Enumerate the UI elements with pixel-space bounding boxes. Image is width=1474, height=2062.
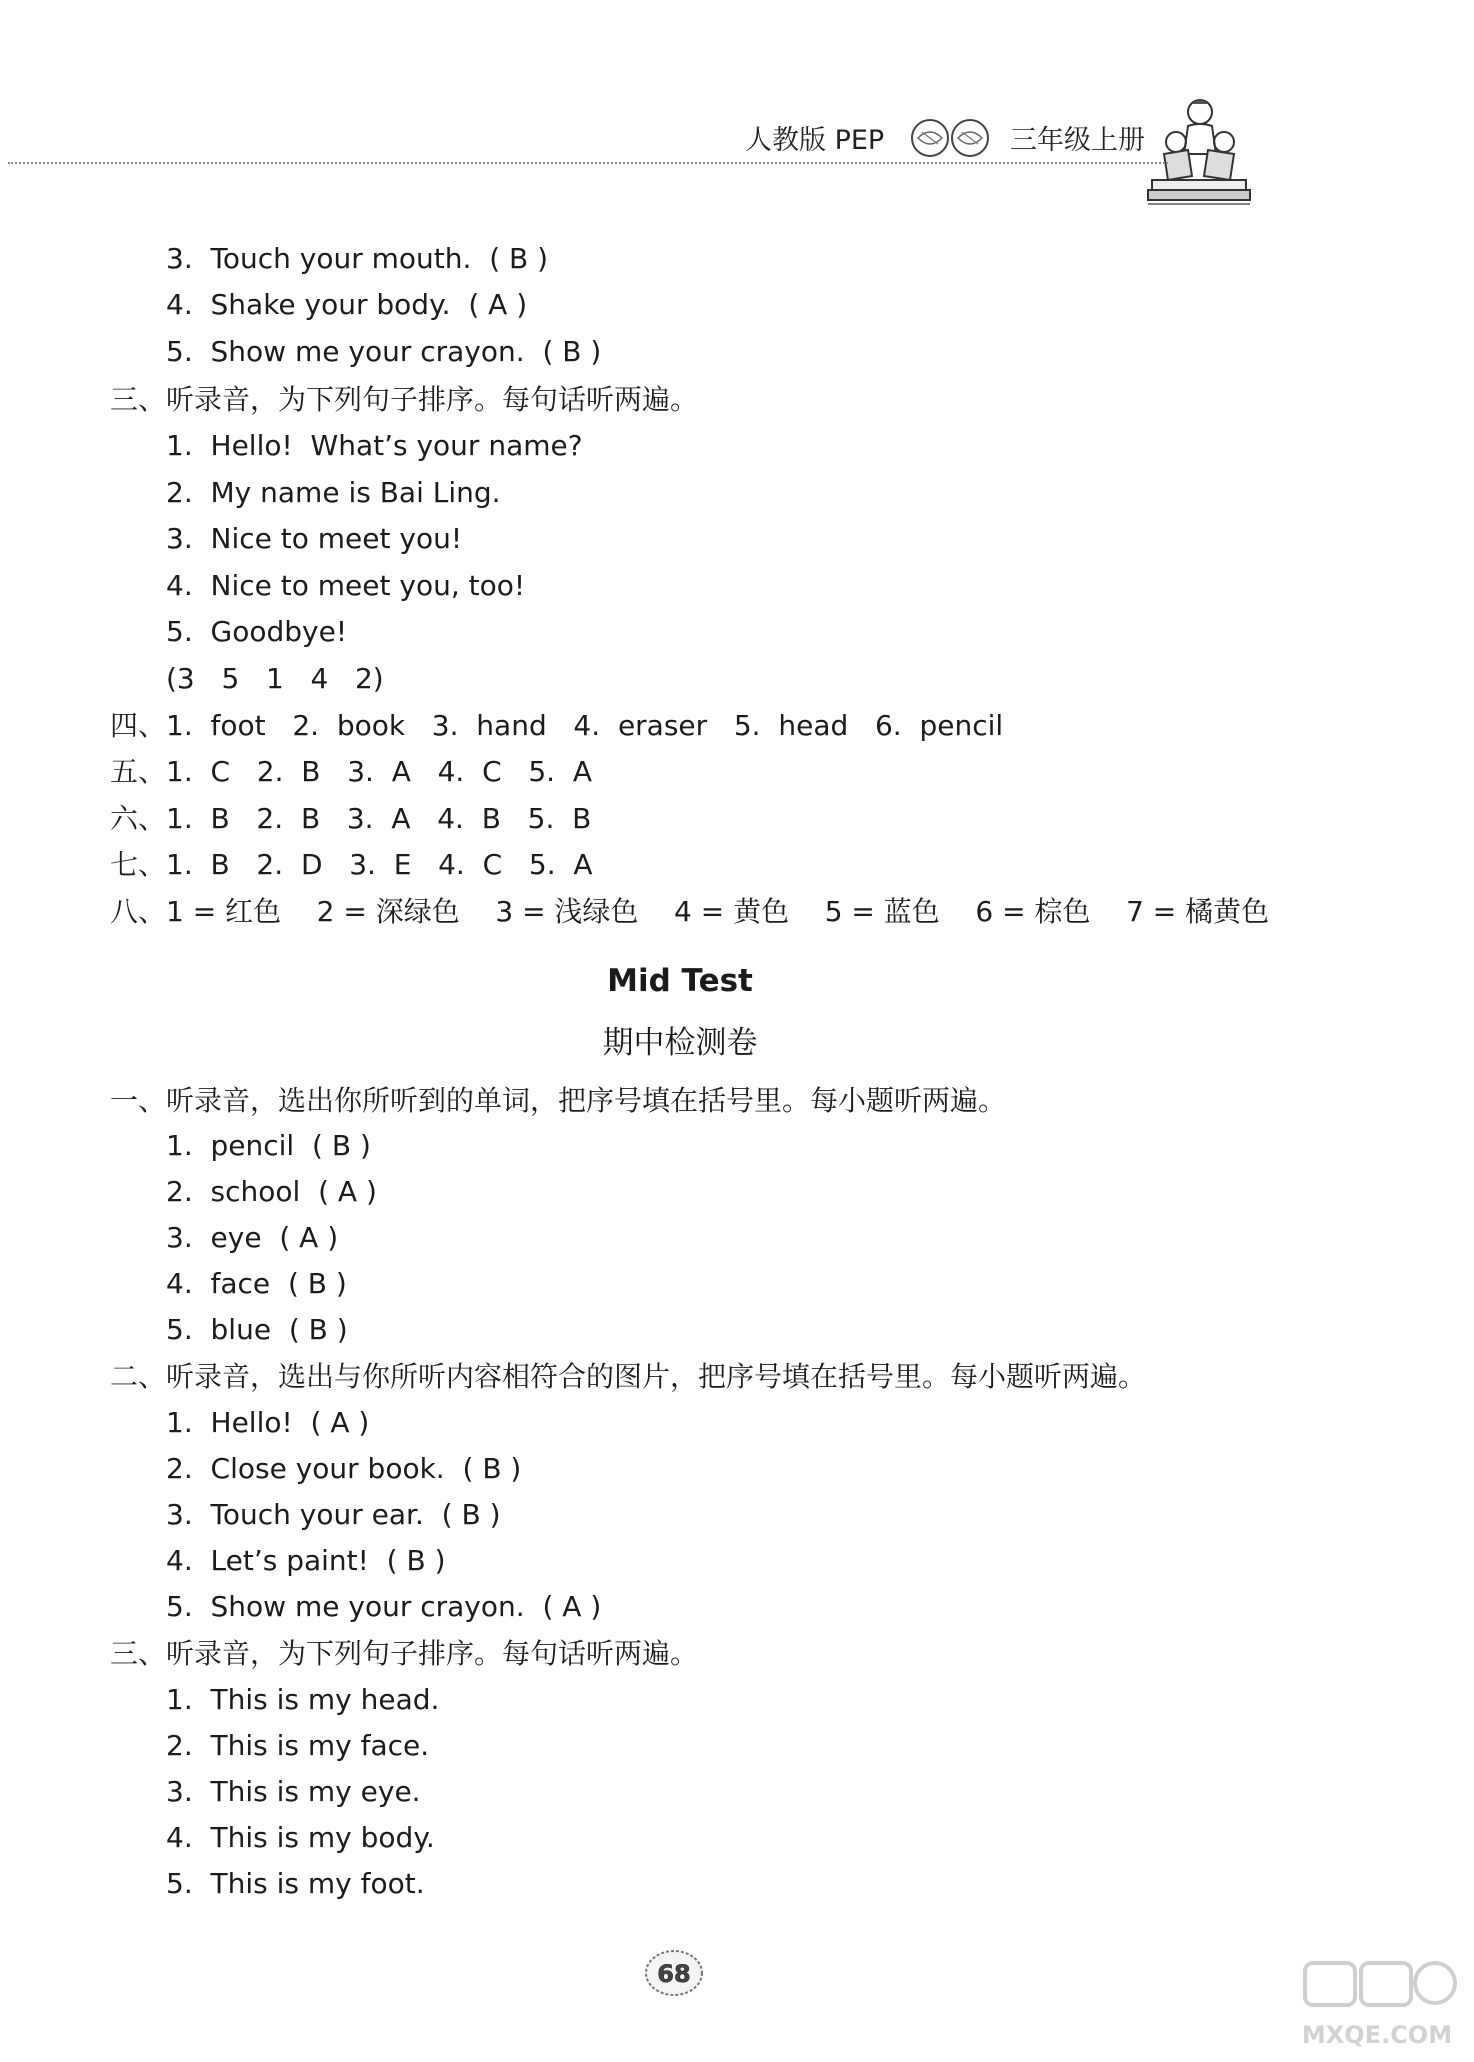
answer-line: 4. This is my body. [166,1821,435,1854]
answer-line: 1. Hello! ( A ) [166,1406,370,1439]
page-number-badge [643,1948,705,1998]
section-heading: 三、听录音，为下列句子排序。每句话听两遍。 [110,1637,699,1670]
answer-line: 3. Touch your mouth. ( B ) [166,242,549,275]
answer-line: 4. Shake your body. ( A ) [166,288,528,321]
page-number: 68 [657,1960,691,1988]
answer-line: 5. Goodbye! [166,615,348,648]
header-edition: 人教版 PEP [745,125,885,156]
section-heading: 一、听录音，选出你所听到的单词，把序号填在括号里。每小题听两遍。 [110,1084,1007,1117]
answer-line: 4. Nice to meet you, too! [166,569,526,602]
answer-line: 5. Show me your crayon. ( B ) [166,335,602,368]
answer-line: 3. eye ( A ) [166,1221,339,1254]
answer-line: 5. Show me your crayon. ( A ) [166,1590,602,1623]
section-answers: 五、1. C 2. B 3. A 4. C 5. A [110,755,593,788]
section-answers: 八、1 = 红色 2 = 深绿色 3 = 浅绿色 4 = 黄色 5 = 蓝色 6 = 棕色 7 = 橘黄色 [110,895,1270,928]
answer-line: 1. Hello! What’s your name? [166,429,583,462]
test-title-en: Mid Test [607,963,753,999]
test-title-cn: 期中检测卷 [602,1025,758,1061]
students-reading-icon [1138,92,1260,214]
header-rule [8,162,1168,164]
series-logo-icon [908,116,996,160]
answer-order: (3 5 1 4 2) [166,662,384,695]
answer-line: 2. school ( A ) [166,1175,377,1208]
section-answers: 四、1. foot 2. book 3. hand 4. eraser 5. head 6. pencil [110,709,1004,742]
answer-line: 3. This is my eye. [166,1775,421,1808]
answer-line: 4. face ( B ) [166,1267,347,1300]
answer-line: 1. pencil ( B ) [166,1129,371,1162]
watermark-logo [1285,1955,1465,2055]
answer-line: 2. This is my face. [166,1729,430,1762]
header-grade: 三年级上册 [1010,125,1145,156]
section-answers: 六、1. B 2. B 3. A 4. B 5. B [110,802,592,835]
section-heading: 二、听录音，选出与你所听内容相符合的图片，把序号填在括号里。每小题听两遍。 [110,1360,1147,1393]
answer-line: 3. Nice to meet you! [166,522,463,555]
answer-line: 2. Close your book. ( B ) [166,1452,522,1485]
answer-line: 2. My name is Bai Ling. [166,476,501,509]
answer-line: 3. Touch your ear. ( B ) [166,1498,501,1531]
answer-line: 4. Let’s paint! ( B ) [166,1544,446,1577]
watermark-text: MXQE.COM [1301,2021,1453,2049]
section-heading: 三、听录音，为下列句子排序。每句话听两遍。 [110,383,699,416]
answer-line: 5. This is my foot. [166,1867,425,1900]
answer-line: 5. blue ( B ) [166,1313,348,1346]
answer-line: 1. This is my head. [166,1683,440,1716]
section-answers: 七、1. B 2. D 3. E 4. C 5. A [110,848,593,881]
